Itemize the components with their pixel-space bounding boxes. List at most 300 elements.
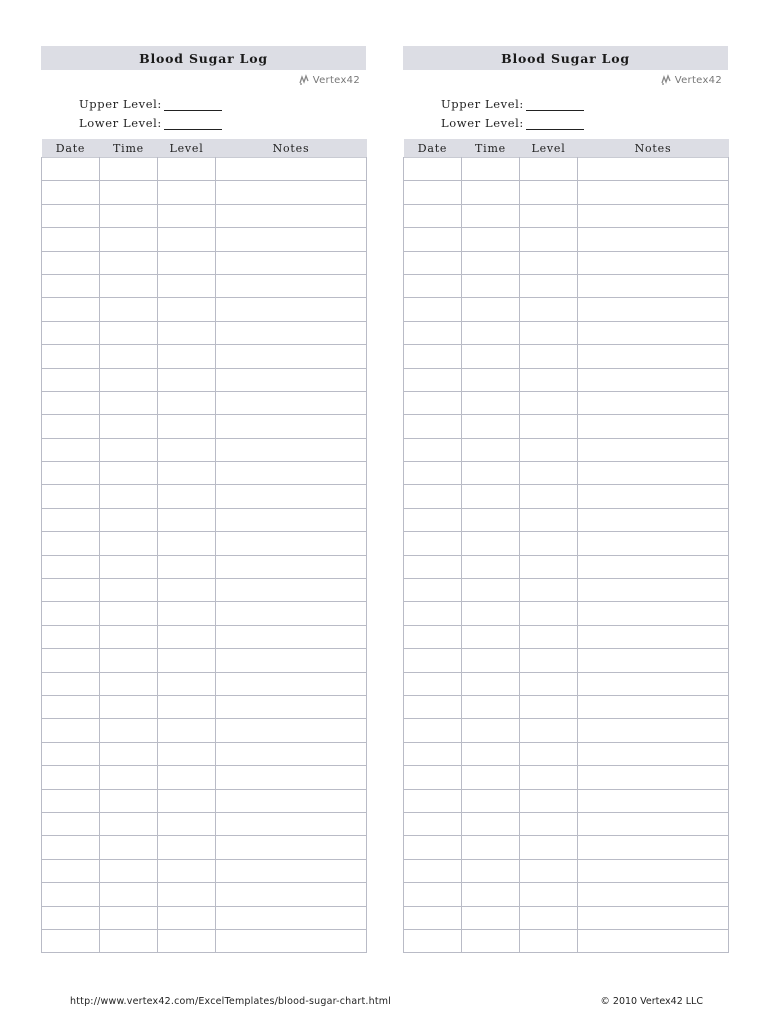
- date-cell[interactable]: [404, 204, 462, 227]
- date-cell[interactable]: [42, 929, 100, 952]
- level-cell[interactable]: [158, 391, 216, 414]
- date-cell[interactable]: [404, 906, 462, 929]
- time-cell[interactable]: [462, 462, 520, 485]
- date-cell[interactable]: [42, 532, 100, 555]
- level-cell[interactable]: [520, 672, 578, 695]
- notes-cell[interactable]: [216, 742, 367, 765]
- notes-cell[interactable]: [578, 274, 729, 297]
- date-cell[interactable]: [404, 158, 462, 181]
- level-cell[interactable]: [158, 555, 216, 578]
- level-cell[interactable]: [520, 274, 578, 297]
- level-cell[interactable]: [158, 438, 216, 461]
- date-cell[interactable]: [404, 836, 462, 859]
- date-cell[interactable]: [42, 298, 100, 321]
- level-cell[interactable]: [158, 695, 216, 718]
- time-cell[interactable]: [462, 274, 520, 297]
- date-cell[interactable]: [404, 695, 462, 718]
- level-cell[interactable]: [520, 812, 578, 835]
- level-cell[interactable]: [520, 251, 578, 274]
- time-cell[interactable]: [100, 391, 158, 414]
- date-cell[interactable]: [404, 883, 462, 906]
- notes-cell[interactable]: [578, 649, 729, 672]
- notes-cell[interactable]: [578, 719, 729, 742]
- column-header-notes: Notes: [216, 139, 367, 158]
- level-cell[interactable]: [520, 929, 578, 952]
- level-cell[interactable]: [158, 579, 216, 602]
- notes-cell[interactable]: [578, 204, 729, 227]
- log-row: [404, 836, 729, 859]
- level-cell[interactable]: [520, 555, 578, 578]
- notes-cell[interactable]: [578, 695, 729, 718]
- level-cell[interactable]: [520, 485, 578, 508]
- time-cell[interactable]: [462, 719, 520, 742]
- notes-cell[interactable]: [578, 625, 729, 648]
- date-cell[interactable]: [42, 625, 100, 648]
- level-cell[interactable]: [520, 508, 578, 531]
- time-cell[interactable]: [100, 742, 158, 765]
- time-cell[interactable]: [462, 555, 520, 578]
- time-cell[interactable]: [100, 766, 158, 789]
- date-cell[interactable]: [42, 345, 100, 368]
- notes-cell[interactable]: [216, 906, 367, 929]
- log-row: [42, 181, 367, 204]
- date-cell[interactable]: [42, 766, 100, 789]
- date-cell[interactable]: [42, 181, 100, 204]
- upper-level-blank[interactable]: [164, 98, 222, 111]
- date-cell[interactable]: [404, 532, 462, 555]
- log-row: [404, 649, 729, 672]
- log-row: [404, 672, 729, 695]
- notes-cell[interactable]: [578, 438, 729, 461]
- date-cell[interactable]: [42, 391, 100, 414]
- level-cell[interactable]: [158, 462, 216, 485]
- level-cell[interactable]: [158, 181, 216, 204]
- lower-level-blank[interactable]: [526, 117, 584, 130]
- time-cell[interactable]: [100, 415, 158, 438]
- date-cell[interactable]: [404, 929, 462, 952]
- level-cell[interactable]: [158, 508, 216, 531]
- level-cell[interactable]: [158, 929, 216, 952]
- notes-cell[interactable]: [216, 625, 367, 648]
- date-cell[interactable]: [404, 345, 462, 368]
- date-cell[interactable]: [404, 649, 462, 672]
- level-cell[interactable]: [158, 883, 216, 906]
- notes-cell[interactable]: [216, 228, 367, 251]
- notes-cell[interactable]: [578, 906, 729, 929]
- time-cell[interactable]: [462, 508, 520, 531]
- notes-cell[interactable]: [216, 719, 367, 742]
- notes-cell[interactable]: [216, 532, 367, 555]
- log-row: [404, 415, 729, 438]
- notes-cell[interactable]: [578, 555, 729, 578]
- level-cell[interactable]: [520, 742, 578, 765]
- date-cell[interactable]: [404, 368, 462, 391]
- level-cell[interactable]: [158, 719, 216, 742]
- date-cell[interactable]: [404, 298, 462, 321]
- notes-cell[interactable]: [216, 321, 367, 344]
- time-cell[interactable]: [100, 906, 158, 929]
- notes-cell[interactable]: [578, 883, 729, 906]
- time-cell[interactable]: [100, 368, 158, 391]
- level-cell[interactable]: [520, 859, 578, 882]
- level-cell[interactable]: [520, 438, 578, 461]
- time-cell[interactable]: [100, 204, 158, 227]
- date-cell[interactable]: [42, 695, 100, 718]
- notes-cell[interactable]: [216, 274, 367, 297]
- notes-cell[interactable]: [578, 579, 729, 602]
- level-cell[interactable]: [158, 321, 216, 344]
- time-cell[interactable]: [462, 579, 520, 602]
- notes-cell[interactable]: [578, 789, 729, 812]
- time-cell[interactable]: [100, 836, 158, 859]
- level-cell[interactable]: [158, 789, 216, 812]
- date-cell[interactable]: [42, 204, 100, 227]
- level-cell[interactable]: [520, 695, 578, 718]
- date-cell[interactable]: [42, 789, 100, 812]
- date-cell[interactable]: [42, 228, 100, 251]
- time-cell[interactable]: [100, 579, 158, 602]
- time-cell[interactable]: [100, 158, 158, 181]
- time-cell[interactable]: [462, 204, 520, 227]
- time-cell[interactable]: [100, 485, 158, 508]
- time-cell[interactable]: [462, 485, 520, 508]
- level-cell[interactable]: [158, 274, 216, 297]
- time-cell[interactable]: [462, 883, 520, 906]
- log-row: [42, 906, 367, 929]
- time-cell[interactable]: [462, 906, 520, 929]
- notes-cell[interactable]: [216, 204, 367, 227]
- vertex42-swirl-icon: [660, 74, 672, 86]
- column-header-time: Time: [100, 139, 158, 158]
- level-cell[interactable]: [158, 298, 216, 321]
- level-cell[interactable]: [520, 158, 578, 181]
- date-cell[interactable]: [42, 602, 100, 625]
- log-row: [42, 649, 367, 672]
- notes-cell[interactable]: [216, 298, 367, 321]
- level-cell[interactable]: [520, 719, 578, 742]
- notes-cell[interactable]: [216, 462, 367, 485]
- lower-level-label: Lower Level:: [79, 116, 162, 130]
- notes-cell[interactable]: [578, 158, 729, 181]
- time-cell[interactable]: [100, 625, 158, 648]
- notes-cell[interactable]: [216, 672, 367, 695]
- time-cell[interactable]: [462, 251, 520, 274]
- notes-cell[interactable]: [216, 789, 367, 812]
- date-cell[interactable]: [404, 789, 462, 812]
- date-cell[interactable]: [404, 321, 462, 344]
- time-cell[interactable]: [100, 298, 158, 321]
- time-cell[interactable]: [462, 812, 520, 835]
- date-cell[interactable]: [404, 812, 462, 835]
- notes-cell[interactable]: [578, 742, 729, 765]
- time-cell[interactable]: [100, 929, 158, 952]
- notes-cell[interactable]: [216, 555, 367, 578]
- level-cell[interactable]: [520, 228, 578, 251]
- notes-cell[interactable]: [216, 579, 367, 602]
- level-cell[interactable]: [158, 602, 216, 625]
- log-row: [404, 532, 729, 555]
- date-cell[interactable]: [404, 391, 462, 414]
- time-cell[interactable]: [462, 742, 520, 765]
- notes-cell[interactable]: [216, 485, 367, 508]
- time-cell[interactable]: [462, 158, 520, 181]
- notes-cell[interactable]: [216, 368, 367, 391]
- level-cell[interactable]: [520, 345, 578, 368]
- level-cell[interactable]: [158, 204, 216, 227]
- notes-cell[interactable]: [216, 649, 367, 672]
- date-cell[interactable]: [42, 485, 100, 508]
- time-cell[interactable]: [100, 555, 158, 578]
- level-cell[interactable]: [158, 251, 216, 274]
- date-cell[interactable]: [404, 602, 462, 625]
- notes-cell[interactable]: [578, 929, 729, 952]
- level-cell[interactable]: [520, 462, 578, 485]
- level-cell[interactable]: [520, 579, 578, 602]
- notes-cell[interactable]: [578, 181, 729, 204]
- time-cell[interactable]: [100, 228, 158, 251]
- time-cell[interactable]: [462, 438, 520, 461]
- notes-cell[interactable]: [578, 485, 729, 508]
- time-cell[interactable]: [100, 649, 158, 672]
- time-cell[interactable]: [462, 391, 520, 414]
- level-cell[interactable]: [158, 766, 216, 789]
- date-cell[interactable]: [42, 579, 100, 602]
- level-cell[interactable]: [158, 368, 216, 391]
- notes-cell[interactable]: [578, 532, 729, 555]
- level-cell[interactable]: [520, 883, 578, 906]
- level-cell[interactable]: [158, 625, 216, 648]
- date-cell[interactable]: [42, 251, 100, 274]
- date-cell[interactable]: [404, 462, 462, 485]
- notes-cell[interactable]: [578, 508, 729, 531]
- notes-cell[interactable]: [216, 812, 367, 835]
- notes-cell[interactable]: [578, 368, 729, 391]
- notes-cell[interactable]: [578, 345, 729, 368]
- time-cell[interactable]: [100, 462, 158, 485]
- level-cell[interactable]: [158, 228, 216, 251]
- level-cell[interactable]: [520, 906, 578, 929]
- date-cell[interactable]: [404, 438, 462, 461]
- date-cell[interactable]: [404, 859, 462, 882]
- vertex42-logo: [660, 74, 722, 86]
- date-cell[interactable]: [404, 415, 462, 438]
- time-cell[interactable]: [100, 321, 158, 344]
- date-cell[interactable]: [42, 812, 100, 835]
- time-cell[interactable]: [462, 321, 520, 344]
- time-cell[interactable]: [462, 345, 520, 368]
- notes-cell[interactable]: [216, 181, 367, 204]
- column-header-notes: Notes: [578, 139, 729, 158]
- date-cell[interactable]: [404, 625, 462, 648]
- notes-cell[interactable]: [578, 228, 729, 251]
- time-cell[interactable]: [462, 929, 520, 952]
- date-cell[interactable]: [42, 274, 100, 297]
- notes-cell[interactable]: [578, 812, 729, 835]
- date-cell[interactable]: [42, 438, 100, 461]
- time-cell[interactable]: [100, 274, 158, 297]
- level-cell[interactable]: [158, 532, 216, 555]
- level-cell[interactable]: [158, 836, 216, 859]
- date-cell[interactable]: [42, 649, 100, 672]
- date-cell[interactable]: [42, 368, 100, 391]
- level-cell[interactable]: [520, 836, 578, 859]
- vertex42-logo-text: Vertex42: [312, 74, 360, 86]
- level-cell[interactable]: [158, 812, 216, 835]
- time-cell[interactable]: [100, 181, 158, 204]
- time-cell[interactable]: [100, 602, 158, 625]
- date-cell[interactable]: [404, 672, 462, 695]
- date-cell[interactable]: [42, 906, 100, 929]
- notes-cell[interactable]: [216, 391, 367, 414]
- notes-cell[interactable]: [216, 158, 367, 181]
- level-cell[interactable]: [520, 321, 578, 344]
- date-cell[interactable]: [404, 555, 462, 578]
- date-cell[interactable]: [404, 274, 462, 297]
- level-cell[interactable]: [520, 649, 578, 672]
- notes-cell[interactable]: [578, 462, 729, 485]
- upper-level-blank[interactable]: [526, 98, 584, 111]
- notes-cell[interactable]: [578, 672, 729, 695]
- notes-cell[interactable]: [216, 859, 367, 882]
- log-row: [42, 602, 367, 625]
- notes-cell[interactable]: [216, 766, 367, 789]
- time-cell[interactable]: [100, 672, 158, 695]
- notes-cell[interactable]: [216, 415, 367, 438]
- time-cell[interactable]: [100, 812, 158, 835]
- level-cell[interactable]: [520, 391, 578, 414]
- level-cell[interactable]: [520, 204, 578, 227]
- date-cell[interactable]: [42, 158, 100, 181]
- time-cell[interactable]: [100, 789, 158, 812]
- time-cell[interactable]: [462, 649, 520, 672]
- time-cell[interactable]: [100, 508, 158, 531]
- level-cell[interactable]: [158, 345, 216, 368]
- notes-cell[interactable]: [578, 391, 729, 414]
- time-cell[interactable]: [462, 695, 520, 718]
- date-cell[interactable]: [404, 251, 462, 274]
- notes-cell[interactable]: [578, 836, 729, 859]
- time-cell[interactable]: [462, 181, 520, 204]
- date-cell[interactable]: [404, 742, 462, 765]
- date-cell[interactable]: [42, 883, 100, 906]
- upper-level-line: [441, 92, 728, 111]
- time-cell[interactable]: [462, 859, 520, 882]
- date-cell[interactable]: [404, 485, 462, 508]
- log-row: [404, 204, 729, 227]
- level-cell[interactable]: [158, 649, 216, 672]
- date-cell[interactable]: [42, 508, 100, 531]
- level-cell[interactable]: [520, 789, 578, 812]
- time-cell[interactable]: [462, 789, 520, 812]
- date-cell[interactable]: [42, 462, 100, 485]
- time-cell[interactable]: [100, 345, 158, 368]
- date-cell[interactable]: [404, 766, 462, 789]
- time-cell[interactable]: [462, 766, 520, 789]
- notes-cell[interactable]: [578, 298, 729, 321]
- level-cell[interactable]: [158, 415, 216, 438]
- time-cell[interactable]: [100, 695, 158, 718]
- notes-cell[interactable]: [578, 859, 729, 882]
- date-cell[interactable]: [42, 672, 100, 695]
- time-cell[interactable]: [100, 859, 158, 882]
- date-cell[interactable]: [42, 719, 100, 742]
- level-cell[interactable]: [158, 742, 216, 765]
- level-cell[interactable]: [520, 532, 578, 555]
- level-cell[interactable]: [158, 906, 216, 929]
- time-cell[interactable]: [462, 602, 520, 625]
- date-cell[interactable]: [404, 228, 462, 251]
- time-cell[interactable]: [462, 625, 520, 648]
- level-cell[interactable]: [158, 859, 216, 882]
- time-cell[interactable]: [462, 298, 520, 321]
- footer-url: http://www.vertex42.com/ExcelTemplates/blood-sugar-chart.html: [70, 996, 392, 1007]
- notes-cell[interactable]: [216, 508, 367, 531]
- time-cell[interactable]: [100, 532, 158, 555]
- level-cell[interactable]: [158, 672, 216, 695]
- time-cell[interactable]: [100, 438, 158, 461]
- time-cell[interactable]: [462, 415, 520, 438]
- notes-cell[interactable]: [216, 695, 367, 718]
- notes-cell[interactable]: [216, 345, 367, 368]
- date-cell[interactable]: [404, 508, 462, 531]
- date-cell[interactable]: [42, 742, 100, 765]
- notes-cell[interactable]: [216, 883, 367, 906]
- level-cell[interactable]: [520, 298, 578, 321]
- notes-cell[interactable]: [216, 602, 367, 625]
- time-cell[interactable]: [100, 883, 158, 906]
- date-cell[interactable]: [42, 415, 100, 438]
- time-cell[interactable]: [462, 368, 520, 391]
- notes-cell[interactable]: [216, 836, 367, 859]
- time-cell[interactable]: [462, 672, 520, 695]
- time-cell[interactable]: [462, 228, 520, 251]
- level-cell[interactable]: [520, 766, 578, 789]
- notes-cell[interactable]: [578, 321, 729, 344]
- date-cell[interactable]: [404, 181, 462, 204]
- date-cell[interactable]: [404, 719, 462, 742]
- level-cell[interactable]: [520, 415, 578, 438]
- notes-cell[interactable]: [578, 415, 729, 438]
- date-cell[interactable]: [42, 836, 100, 859]
- lower-level-blank[interactable]: [164, 117, 222, 130]
- log-row: [42, 742, 367, 765]
- notes-cell[interactable]: [578, 766, 729, 789]
- notes-cell[interactable]: [578, 602, 729, 625]
- level-cell[interactable]: [158, 485, 216, 508]
- time-cell[interactable]: [462, 532, 520, 555]
- lower-level-label: Lower Level:: [441, 116, 524, 130]
- date-cell[interactable]: [42, 555, 100, 578]
- notes-cell[interactable]: [216, 929, 367, 952]
- level-cell[interactable]: [520, 368, 578, 391]
- date-cell[interactable]: [42, 321, 100, 344]
- level-cell[interactable]: [158, 158, 216, 181]
- log-row: [404, 766, 729, 789]
- level-cell[interactable]: [520, 602, 578, 625]
- time-cell[interactable]: [100, 251, 158, 274]
- date-cell[interactable]: [404, 579, 462, 602]
- date-cell[interactable]: [42, 859, 100, 882]
- notes-cell[interactable]: [216, 438, 367, 461]
- notes-cell[interactable]: [578, 251, 729, 274]
- time-cell[interactable]: [100, 719, 158, 742]
- level-cell[interactable]: [520, 181, 578, 204]
- upper-level-label: Upper Level:: [79, 97, 162, 111]
- time-cell[interactable]: [462, 836, 520, 859]
- column-header-level: Level: [158, 139, 216, 158]
- level-cell[interactable]: [520, 625, 578, 648]
- notes-cell[interactable]: [216, 251, 367, 274]
